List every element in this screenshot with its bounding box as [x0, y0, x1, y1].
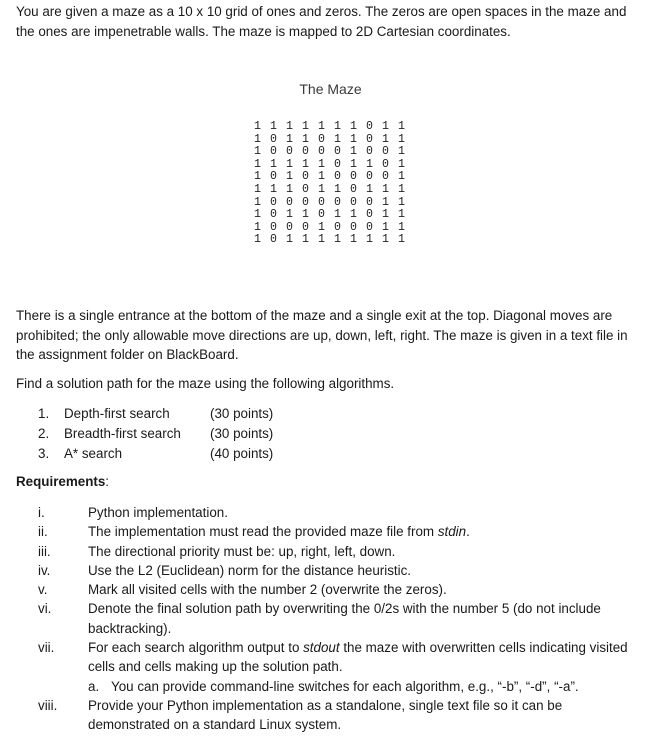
- maze-cell: 1: [254, 145, 261, 159]
- maze-cell: 0: [302, 145, 309, 159]
- requirements-list: [0, 503, 661, 735]
- requirement-number: viii.: [38, 697, 58, 713]
- requirement-item: [0, 638, 661, 677]
- maze-cell: 1: [398, 220, 405, 234]
- maze-cell: 0: [286, 195, 293, 209]
- maze-cell: 1: [254, 157, 261, 171]
- maze-cell: 0: [318, 208, 325, 222]
- maze-cell: 1: [302, 208, 309, 222]
- requirement-text: Use the L2 (Euclidean) norm for the distance heuristic.: [88, 562, 412, 578]
- maze-cell: 0: [382, 157, 389, 171]
- maze-cell: 1: [254, 182, 261, 196]
- maze-cell: 0: [302, 220, 309, 234]
- maze-cell: 0: [366, 132, 373, 146]
- requirement-text: Provide your Python implementation as a standalone, single text file so it can be demonstrated on a standard Linux system.: [88, 697, 563, 733]
- maze-cell: 1: [318, 182, 325, 196]
- requirement-text-em: stdout: [303, 640, 340, 656]
- algorithm-points: (40 points): [210, 445, 274, 461]
- maze-cell: 1: [334, 233, 341, 247]
- maze-cell: 0: [318, 132, 325, 146]
- maze-cell: 0: [286, 220, 293, 234]
- algorithm-number: 2.: [38, 425, 50, 441]
- maze-cell: 1: [334, 208, 341, 222]
- requirement-text: Denote the final solution path by overwriting the 0/2s with the number 5 (do not include backtracking).: [88, 601, 601, 636]
- maze-cell: 1: [302, 132, 309, 146]
- maze-cell: 0: [270, 195, 277, 209]
- maze-cell: 1: [366, 233, 373, 247]
- requirement-text: [88, 522, 644, 541]
- maze-cell: 1: [350, 120, 357, 133]
- algorithm-item: [38, 404, 338, 424]
- requirement-number: i.: [38, 505, 45, 520]
- maze-cell: 0: [270, 132, 277, 146]
- maze-cell: 0: [302, 195, 309, 209]
- maze-cell: 0: [270, 145, 277, 159]
- maze-cell: 1: [254, 208, 261, 222]
- maze-cell: 0: [350, 170, 357, 184]
- requirement-number: ii.: [38, 524, 48, 540]
- maze-cell: 1: [254, 132, 261, 146]
- maze-cell: 1: [334, 182, 341, 196]
- maze-cell: 1: [382, 233, 389, 247]
- maze-cell: 1: [350, 208, 357, 222]
- subitem-text: You can provide command-line switches for each algorithm, e.g., “-b”, “-d”, “-a”.: [111, 678, 579, 694]
- requirement-number: vii.: [38, 640, 55, 656]
- maze-cell: 0: [270, 170, 277, 184]
- maze-cell: 1: [382, 182, 389, 196]
- requirements-heading-colon: :: [105, 474, 110, 489]
- requirement-text: [88, 638, 644, 677]
- requirement-text: Mark all visited cells with the number 2 (overwrite the zeros).: [88, 582, 447, 598]
- maze-cell: 1: [398, 182, 405, 196]
- algorithm-list: [38, 404, 338, 463]
- maze-cell: 1: [398, 233, 405, 247]
- maze-cell: 0: [286, 145, 293, 159]
- maze-cell: 1: [382, 195, 389, 209]
- maze-cell: 1: [318, 233, 325, 247]
- requirement-text-main: The implementation must read the provided maze file from: [88, 524, 438, 540]
- maze-cell: 0: [382, 145, 389, 159]
- maze-cell: 1: [270, 182, 277, 196]
- maze-row: [254, 209, 414, 222]
- algorithm-name: Breadth-first search: [64, 425, 181, 441]
- maze-cell: 1: [286, 233, 293, 247]
- maze-cell: 1: [350, 145, 357, 159]
- maze-cell: 1: [398, 170, 405, 184]
- maze-cell: 0: [318, 195, 325, 209]
- maze-cell: 0: [366, 220, 373, 234]
- maze-cell: 1: [270, 157, 277, 171]
- requirement-item: [0, 561, 661, 580]
- maze-cell: 1: [382, 132, 389, 146]
- maze-cell: 1: [366, 157, 373, 171]
- algorithm-name: A* search: [64, 445, 123, 461]
- maze-cell: 1: [398, 145, 405, 159]
- requirement-text-main: For each search algorithm output to: [88, 640, 304, 656]
- find-paragraph: Find a solution path for the maze using the following algorithms.: [16, 376, 395, 391]
- maze-cell: 1: [382, 208, 389, 222]
- requirement-text: Python implementation.: [88, 505, 228, 520]
- maze-cell: 0: [334, 157, 341, 171]
- maze-row: [254, 121, 414, 134]
- maze-cell: 1: [318, 120, 325, 133]
- algorithm-points: (30 points): [210, 425, 274, 441]
- maze-cell: 1: [350, 233, 357, 247]
- requirements-heading-text: Requirements: [16, 474, 106, 489]
- maze-cell: 1: [366, 182, 373, 196]
- maze-cell: 0: [366, 145, 373, 159]
- requirement-text-em: stdin: [437, 524, 467, 540]
- requirement-text: The directional priority must be: up, right, left, down.: [88, 543, 396, 559]
- maze-cell: 1: [398, 157, 405, 171]
- requirement-subitem: [0, 677, 661, 696]
- maze-cell: 0: [334, 220, 341, 234]
- maze-cell: 1: [350, 132, 357, 146]
- maze-cell: 0: [334, 195, 341, 209]
- maze-cell: 1: [382, 120, 389, 133]
- requirement-text-tail: .: [466, 524, 470, 540]
- maze-cell: 0: [382, 170, 389, 184]
- maze-cell: 1: [286, 120, 293, 133]
- maze-cell: 1: [318, 170, 325, 184]
- maze-cell: 1: [398, 132, 405, 146]
- maze-cell: 0: [302, 170, 309, 184]
- maze-cell: 1: [254, 170, 261, 184]
- maze-cell: 0: [302, 182, 309, 196]
- maze-row: [254, 184, 414, 197]
- maze-row: [254, 234, 414, 247]
- maze-cell: 1: [286, 157, 293, 171]
- maze-cell: 0: [350, 182, 357, 196]
- requirement-item: [0, 503, 661, 522]
- maze-cell: 1: [350, 157, 357, 171]
- intro-paragraph: You are given a maze as a 10 x 10 grid of ones and zeros. The zeros are open spaces in the maze and the ones are impenetrable walls. The maze is mapped to 2D Cartesian coordinates.: [16, 4, 627, 39]
- algorithm-item: [38, 444, 338, 464]
- algorithm-number: 1.: [38, 406, 50, 421]
- maze-cell: 0: [350, 220, 357, 234]
- maze-cell: 1: [302, 233, 309, 247]
- requirement-number: iv.: [38, 562, 51, 578]
- maze-cell: 0: [334, 145, 341, 159]
- requirement-item: [0, 522, 661, 541]
- maze-cell: 0: [366, 208, 373, 222]
- maze-cell: 0: [270, 220, 277, 234]
- requirement-item: [0, 580, 661, 599]
- maze-cell: 1: [286, 132, 293, 146]
- description-paragraph: There is a single entrance at the bottom of the maze and a single exit at the top. Diagonal moves are prohibited; the only allowable move directions are up, down, left, right. The maze is given in a text file in the assignment folder on BlackBoard.: [16, 308, 628, 362]
- maze-cell: 1: [398, 208, 405, 222]
- maze-cell: 1: [270, 120, 277, 133]
- maze-cell: 1: [286, 170, 293, 184]
- maze-cell: 1: [302, 157, 309, 171]
- maze-cell: 0: [366, 195, 373, 209]
- maze-cell: 1: [318, 157, 325, 171]
- maze-cell: 1: [334, 120, 341, 133]
- subitem-letter: a.: [88, 678, 100, 694]
- requirement-item: [0, 599, 661, 638]
- maze-cell: 0: [334, 170, 341, 184]
- maze-cell: 1: [254, 120, 261, 133]
- algorithm-name: Depth-first search: [64, 406, 170, 421]
- maze-cell: 0: [350, 195, 357, 209]
- maze-title: The Maze: [299, 81, 362, 97]
- maze-cell: 0: [366, 120, 373, 133]
- requirement-number: vi.: [38, 601, 52, 617]
- maze-cell: 0: [366, 170, 373, 184]
- maze-cell: 1: [398, 195, 405, 209]
- maze-grid: [254, 121, 414, 247]
- requirement-number: iii.: [38, 543, 51, 559]
- maze-cell: 1: [286, 182, 293, 196]
- maze-cell: 1: [382, 220, 389, 234]
- algorithm-item: [38, 424, 338, 444]
- maze-cell: 1: [254, 233, 261, 247]
- maze-cell: 1: [286, 208, 293, 222]
- requirement-item: [0, 542, 661, 561]
- maze-cell: 0: [270, 208, 277, 222]
- requirement-item: [0, 696, 661, 735]
- algorithm-number: 3.: [38, 445, 50, 461]
- maze-cell: 1: [334, 132, 341, 146]
- maze-row: [254, 146, 414, 159]
- requirement-text-tail: the maze with overwritten cells indicating visited cells and cells making up the solution path.: [88, 640, 628, 675]
- maze-cell: 1: [302, 120, 309, 133]
- maze-cell: 1: [318, 220, 325, 234]
- maze-cell: 1: [254, 195, 261, 209]
- maze-cell: 0: [270, 233, 277, 247]
- requirements-heading: [16, 474, 109, 489]
- requirement-number: v.: [38, 582, 48, 598]
- maze-cell: 1: [398, 120, 405, 133]
- maze-cell: 1: [254, 220, 261, 234]
- maze-cell: 0: [318, 145, 325, 159]
- algorithm-points: (30 points): [210, 406, 274, 421]
